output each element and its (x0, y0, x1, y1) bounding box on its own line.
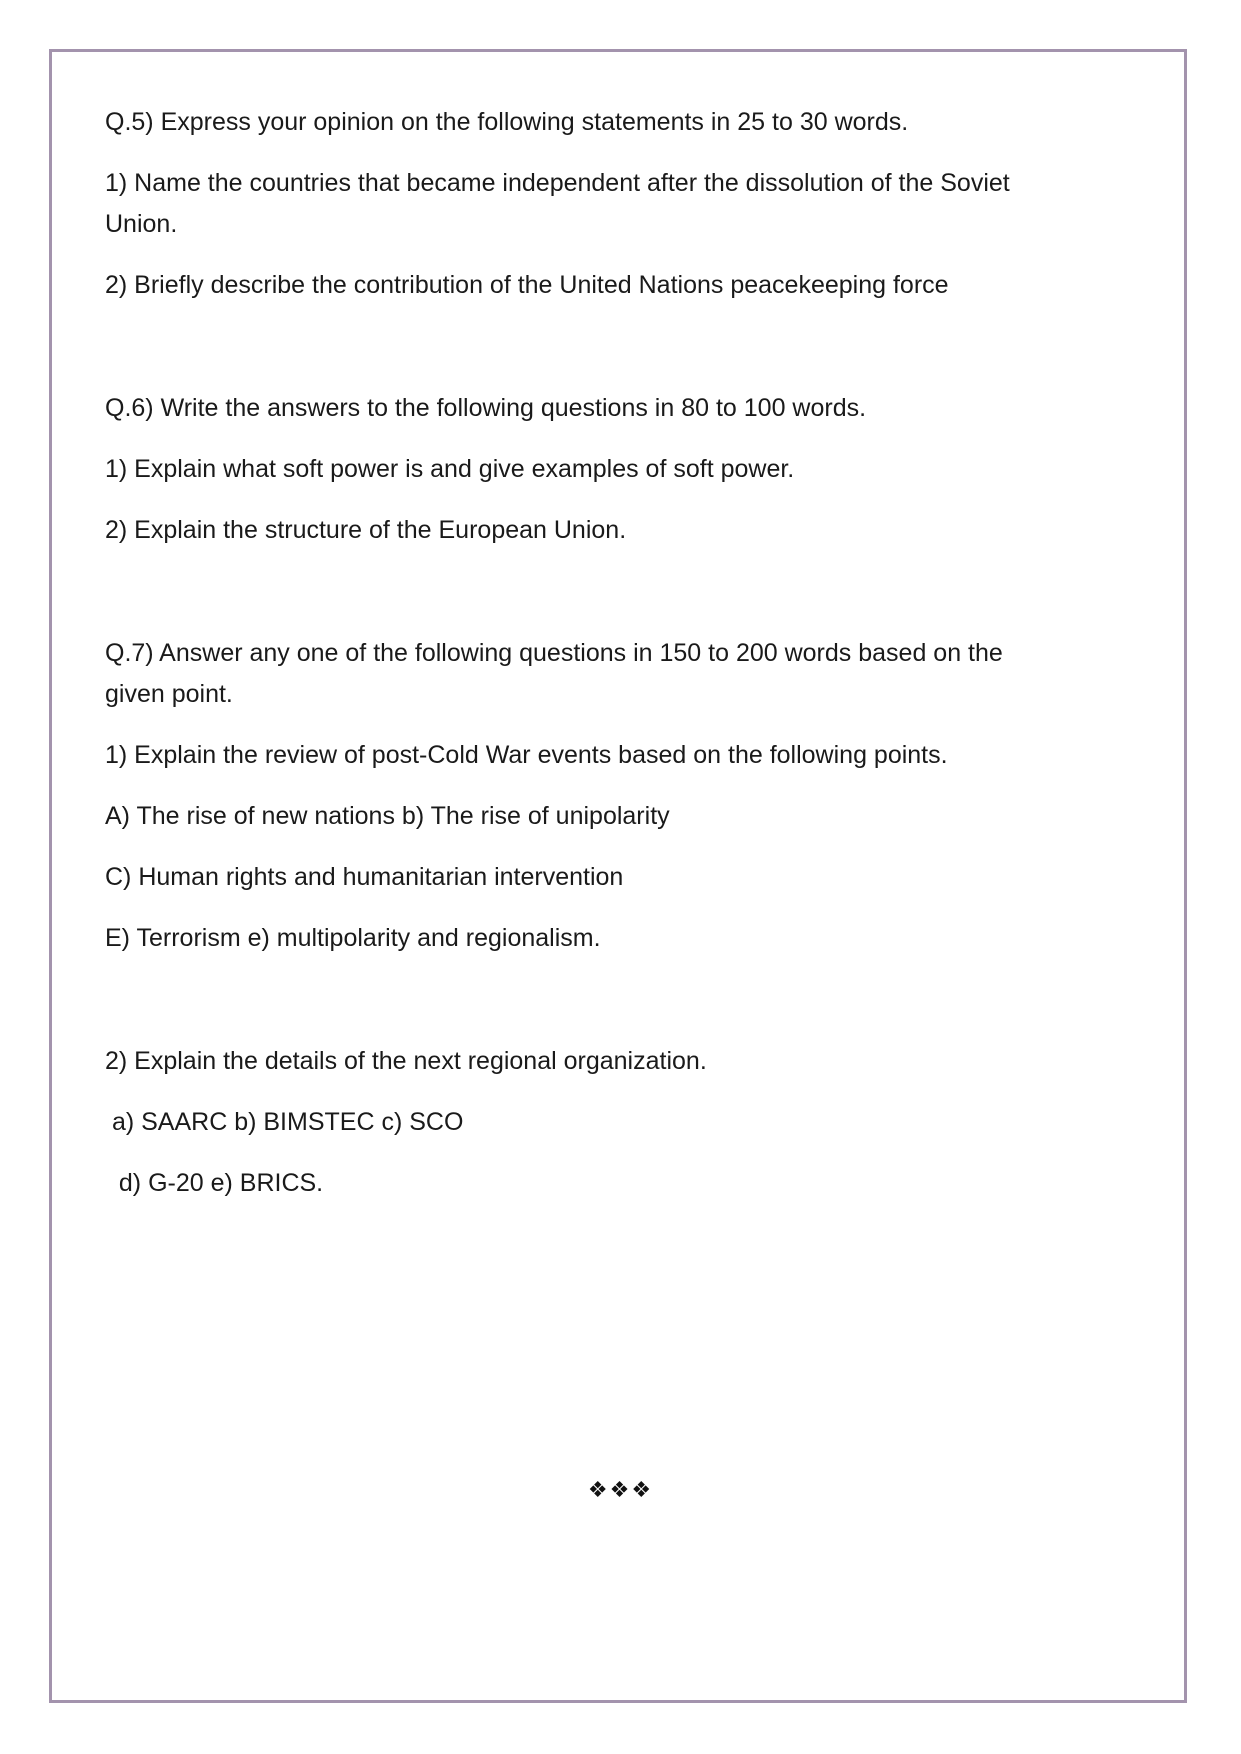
q6-item-2: 2) Explain the structure of the European Union. (105, 516, 627, 544)
q7-point-e: E) Terrorism e) multipolarity and regionalism. (105, 924, 601, 952)
q5-item-2: 2) Briefly describe the contribution of the United Nations peacekeeping force (105, 271, 949, 299)
q5-item-1-line-2: Union. (105, 210, 178, 238)
q5-item-1-line-1: 1) Name the countries that became independent after the dissolution of the Soviet (105, 169, 1010, 197)
q7-point-a: A) The rise of new nations b) The rise of unipolarity (105, 802, 670, 830)
end-ornament: ❖❖❖ (587, 1478, 654, 1503)
q7-org-line-2: d) G-20 e) BRICS. (105, 1169, 324, 1197)
q7-item-2: 2) Explain the details of the next regional organization. (105, 1047, 707, 1075)
q7-point-c: C) Human rights and humanitarian intervention (105, 863, 624, 891)
q7-org-line-1: a) SAARC b) BIMSTEC c) SCO (105, 1108, 464, 1136)
q5-heading: Q.5) Express your opinion on the following statements in 25 to 30 words. (105, 108, 909, 136)
q7-item-1: 1) Explain the review of post-Cold War events based on the following points. (105, 741, 948, 769)
q6-heading: Q.6) Write the answers to the following questions in 80 to 100 words. (105, 394, 867, 422)
q7-heading-line-2: given point. (105, 680, 233, 708)
q6-item-1: 1) Explain what soft power is and give examples of soft power. (105, 455, 795, 483)
q7-heading-line-1: Q.7) Answer any one of the following questions in 150 to 200 words based on the (105, 639, 1003, 667)
